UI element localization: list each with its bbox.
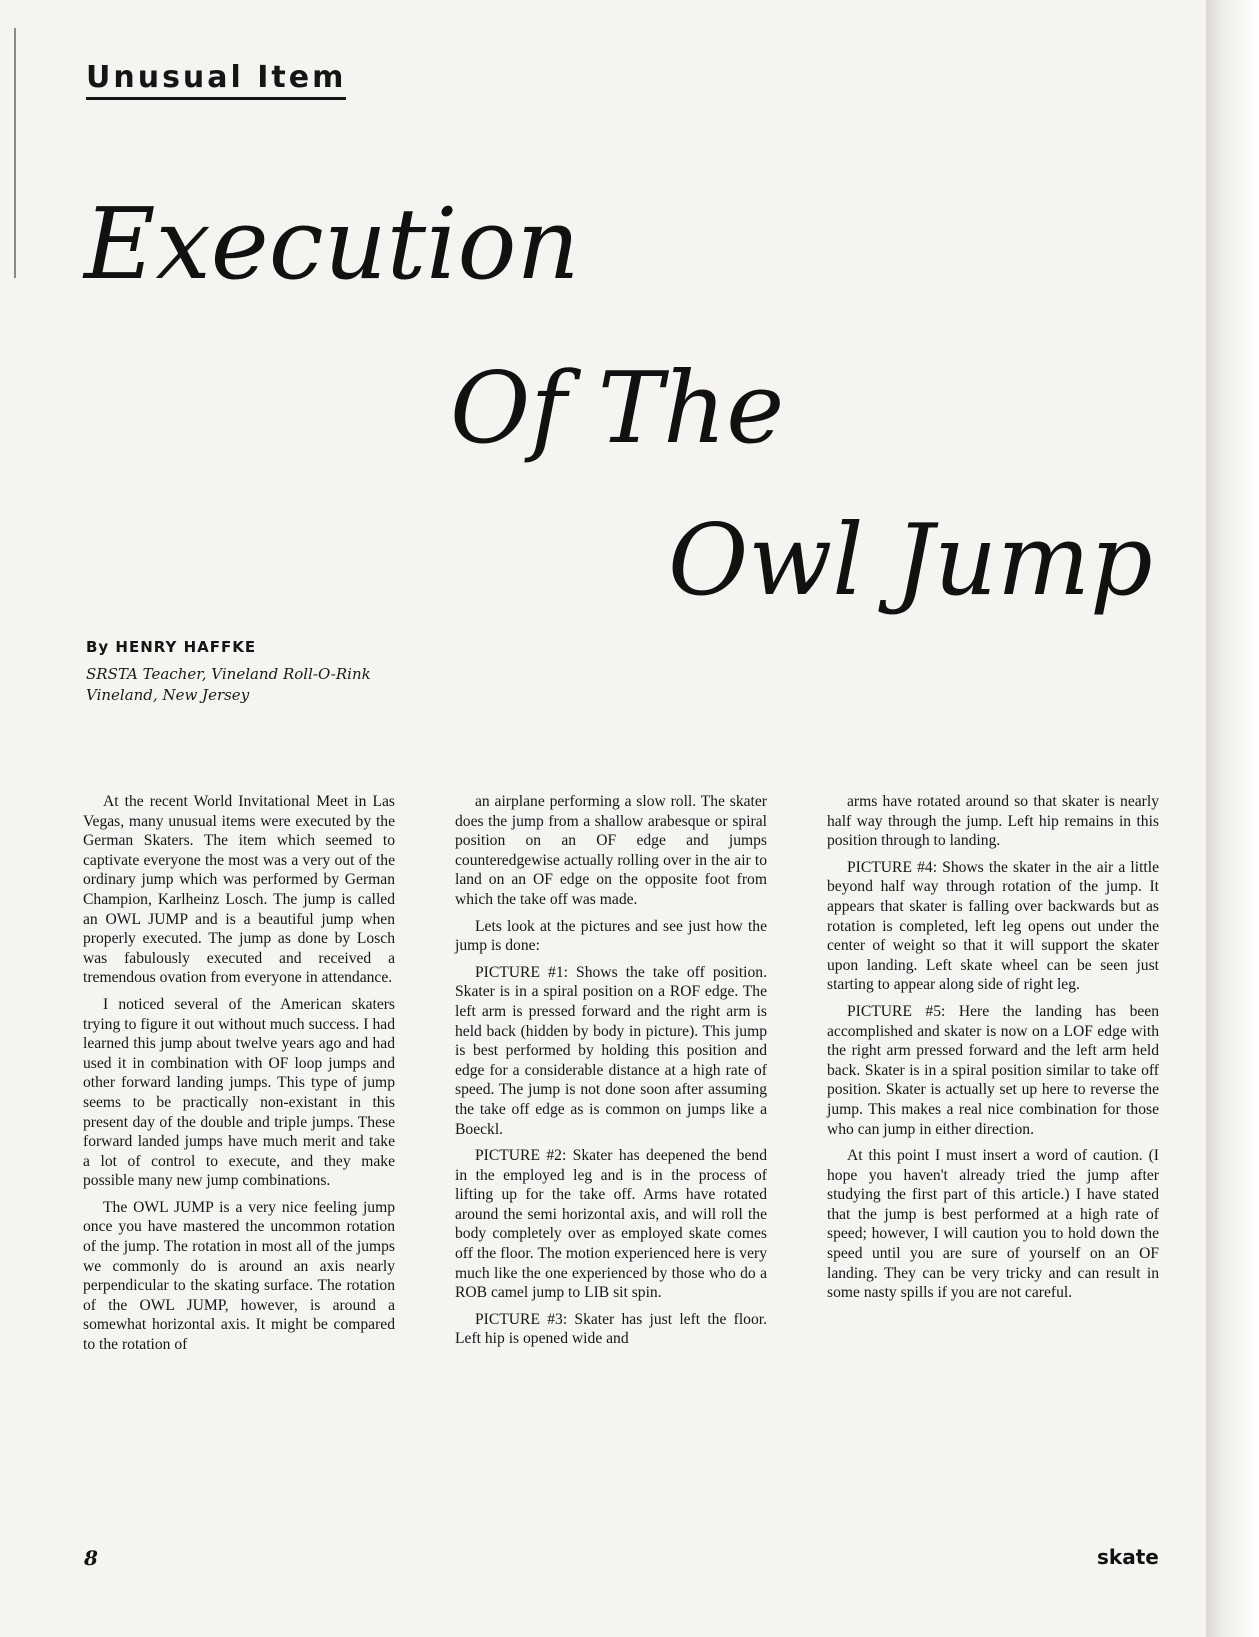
paragraph: PICTURE #1: Shows the take off position. Skater is in a spiral position on a ROF edge. The left arm is pressed forward and the right arm is held back (hidden by body in picture). This jump is best performed by holding this position and edge for a considerable distance at a high rate of speed. The jump is not done soon after assuming the take off edge as is common on jumps like a Boeckl. bbox=[455, 963, 767, 1138]
paragraph: PICTURE #4: Shows the skater in the air a little beyond half way through rotation of the jump. It appears that skater is falling over backwards but as rotation is completed, left leg opens out under the center of weight so that it will support the skater upon landing. Left skate wheel can be seen just starting to appear along side of right leg. bbox=[827, 858, 1159, 994]
section-label: Unusual Item bbox=[86, 60, 346, 100]
paragraph: The OWL JUMP is a very nice feeling jump once you have mastered the uncommon rotation of the jump. The rotation in most all of the jumps we commonly do is around an axis nearly perpendicular to the skating surface. The rotation of the OWL JUMP, however, is around a somewhat horizontal axis. It might be compared to the rotation of bbox=[83, 1198, 395, 1354]
title-line-2: Of The bbox=[450, 352, 785, 466]
paragraph: PICTURE #5: Here the landing has been accomplished and skater is now on a LOF edge with the right arm pressed forward and the left arm held back. Skater is in a spiral position similar to take off position. Skater is actually set up here to reverse the jump. This makes a real nice combination for those who can jump in either direction. bbox=[827, 1002, 1159, 1138]
article-column-1 bbox=[83, 792, 395, 1362]
title-line-3: Owl Jump bbox=[668, 504, 1153, 618]
paragraph: an airplane performing a slow roll. The skater does the jump from a shallow arabesque or spiral position on an OF edge and jumps counteredgewise actually rolling over in the air to land on an OF edge on the opposite foot from which the take off was made. bbox=[455, 793, 767, 908]
paragraph: At this point I must insert a word of caution. (I hope you haven't already tried the jump after studying the first part of this article.) I have stated that the jump is best performed at a high rate of speed; however, I will caution you to hold down the speed until you are sure of yourself on an OF landing. They can be very tricky and can result in some nasty spills if you are not careful. bbox=[827, 1147, 1159, 1302]
paragraph: PICTURE #3: Skater has just left the floor. Left hip is opened wide and bbox=[455, 1310, 767, 1348]
page-number: 8 bbox=[84, 1546, 98, 1570]
paragraph: Lets look at the pictures and see just how the jump is done: bbox=[455, 917, 767, 955]
affiliation-line-2: Vineland, New Jersey bbox=[86, 686, 250, 704]
paragraph: arms have rotated around so that skater is nearly half way through the jump. Left hip remains in this position through to landing. bbox=[827, 793, 1159, 850]
paragraph: At the recent World Invitational Meet in Las Vegas, many unusual items were executed by the German Skaters. The item which seemed to captivate everyone the most was a very out of the ordinary jump which was performed by German Champion, Karlheinz Losch. The jump is called an OWL JUMP and is a beautiful jump when properly executed. The jump as done by Losch was fabulously executed and received a tremendous ovation from everyone in attendance. bbox=[83, 793, 395, 987]
title-line-1: Execution bbox=[84, 188, 580, 302]
binding-edge-rule bbox=[14, 28, 16, 278]
affiliation-line-1: SRSTA Teacher, Vineland Roll-O-Rink bbox=[86, 665, 371, 683]
scan-edge bbox=[1206, 0, 1259, 1637]
paragraph: I noticed several of the American skaters trying to figure it out without much success. I had learned this jump about twelve years ago and had used it in combination with OF loop jumps and other forward landing jumps. This type of jump seems to be practically non-existant in this present day of the double and triple jumps. These forward landed jumps have much merit and take a lot of control to execute, and they make possible many new jump combinations. bbox=[83, 995, 395, 1190]
magazine-name: skate bbox=[1097, 1545, 1159, 1569]
paragraph: PICTURE #2: Skater has deepened the bend in the employed leg and is in the process of lifting up for the take off. Arms have rotated around the semi horizontal axis, and will roll the body completely over as employed skate comes off the floor. The motion experienced here is very much like the one experienced by those who do a ROB camel jump to LIB sit spin. bbox=[455, 1147, 767, 1302]
article-column-3 bbox=[827, 792, 1159, 1310]
author-affiliation bbox=[86, 664, 371, 706]
author-byline: By HENRY HAFFKE bbox=[86, 638, 257, 656]
article-column-2 bbox=[455, 792, 767, 1356]
